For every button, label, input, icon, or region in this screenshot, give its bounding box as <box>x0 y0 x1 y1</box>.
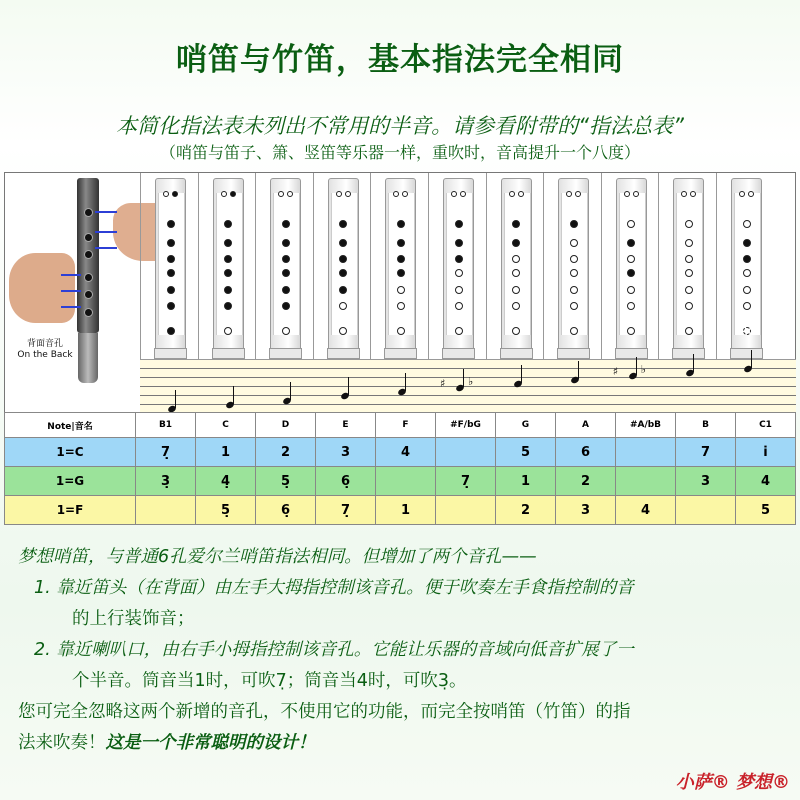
table-cell: 7̣ <box>136 438 196 467</box>
finger-hole <box>570 255 578 263</box>
flute-photo <box>5 173 140 411</box>
table-header-cell: C1 <box>736 413 796 438</box>
finger-hole <box>167 255 175 263</box>
thumb-hole <box>163 191 169 197</box>
back-hole <box>460 191 466 197</box>
thumb-hole <box>566 191 572 197</box>
description-outro-2: 法来吹奏！这是一个非常聪明的设计！ <box>18 733 316 753</box>
table-cell: 2 <box>256 438 316 467</box>
finger-hole <box>743 302 751 310</box>
finger-hole <box>685 220 693 228</box>
finger-hole <box>455 220 463 228</box>
low-hole <box>339 327 347 335</box>
finger-hole <box>685 255 693 263</box>
fingering-column <box>255 173 313 359</box>
finger-hole <box>627 286 635 294</box>
finger-hole <box>339 255 347 263</box>
table-row <box>5 438 796 467</box>
table-cell: 4 <box>376 438 436 467</box>
description <box>18 542 788 759</box>
back-hole <box>690 191 696 197</box>
finger-hole <box>743 269 751 277</box>
thumb-hole <box>393 191 399 197</box>
table-header-cell: D <box>256 413 316 438</box>
finger-hole <box>512 255 520 263</box>
table-cell: i̇ <box>736 438 796 467</box>
finger-hole <box>282 286 290 294</box>
table-cell: 7̣ <box>436 467 496 496</box>
finger-hole <box>685 302 693 310</box>
flute-diagram <box>443 178 474 350</box>
finger-hole <box>570 220 578 228</box>
finger-hole <box>455 269 463 277</box>
description-intro: 梦想哨笛，与普通6孔爱尔兰哨笛指法相同。但增加了两个音孔—— <box>18 547 537 567</box>
finger-hole <box>224 286 232 294</box>
finger-hole <box>570 239 578 247</box>
flute-diagram <box>501 178 532 350</box>
table-cell: 2 <box>556 467 616 496</box>
finger-hole <box>627 269 635 277</box>
low-hole <box>743 327 751 335</box>
description-item-2: 2. 靠近喇叭口，由右手小拇指控制该音孔。它能让乐器的音域向低音扩展了一 <box>34 640 634 660</box>
finger-hole <box>397 255 405 263</box>
finger-hole <box>455 286 463 294</box>
finger-hole <box>570 269 578 277</box>
table-header-cell: F <box>376 413 436 438</box>
table-cell: 6̣ <box>316 467 376 496</box>
table-cell <box>616 467 676 496</box>
whistle-image <box>77 178 99 333</box>
whistle-bell-image <box>78 333 98 383</box>
low-hole <box>627 327 635 335</box>
finger-hole <box>743 239 751 247</box>
finger-hole <box>455 255 463 263</box>
table-cell: 3̣ <box>136 467 196 496</box>
finger-hole <box>397 269 405 277</box>
thumb-hole <box>278 191 284 197</box>
staff-note-stem <box>175 390 176 408</box>
flute-diagram <box>328 178 359 350</box>
table-cell <box>436 496 496 525</box>
table-header-cell: #A/bB <box>616 413 676 438</box>
finger-hole <box>685 269 693 277</box>
description-item-1: 1. 靠近笛头（在背面）由左手大拇指控制该音孔。便于吹奏左手食指控制的音 <box>34 578 634 598</box>
finger-hole <box>339 239 347 247</box>
staff-note-stem <box>290 382 291 400</box>
finger-hole <box>282 269 290 277</box>
key-label: 1=C <box>5 438 136 467</box>
fingering-column <box>658 173 716 359</box>
fingering-column <box>716 173 774 359</box>
flat-sign: ♭ <box>640 363 646 376</box>
finger-hole <box>627 302 635 310</box>
back-hole <box>748 191 754 197</box>
table-row <box>5 496 796 525</box>
staff-note-stem <box>405 373 406 391</box>
table-header-cell: B <box>676 413 736 438</box>
finger-hole <box>455 239 463 247</box>
back-hole <box>172 191 178 197</box>
music-staff <box>140 359 796 413</box>
fingering-column <box>601 173 659 359</box>
table-cell: 4 <box>736 467 796 496</box>
low-hole <box>167 327 175 335</box>
table-cell <box>136 496 196 525</box>
finger-hole <box>224 239 232 247</box>
table-cell: 5̣ <box>196 496 256 525</box>
finger-hole <box>282 302 290 310</box>
table-cell: 5̣ <box>256 467 316 496</box>
flute-diagram <box>385 178 416 350</box>
flute-diagram <box>673 178 704 350</box>
fingering-column <box>428 173 486 359</box>
table-cell: 1 <box>376 496 436 525</box>
key-label: 1=G <box>5 467 136 496</box>
table-cell: 4̣ <box>196 467 256 496</box>
table-cell <box>376 467 436 496</box>
finger-hole <box>627 239 635 247</box>
staff-note-stem <box>463 369 464 387</box>
table-cell: 3 <box>676 467 736 496</box>
staff-note-stem <box>636 357 637 375</box>
finger-hole <box>743 255 751 263</box>
table-header-cell: C <box>196 413 256 438</box>
table-header-cell: B1 <box>136 413 196 438</box>
back-hole <box>633 191 639 197</box>
finger-hole <box>224 302 232 310</box>
finger-hole <box>397 220 405 228</box>
finger-hole <box>570 302 578 310</box>
back-hole <box>518 191 524 197</box>
finger-hole <box>512 302 520 310</box>
finger-hole <box>512 220 520 228</box>
brand-logo: 小萨® 梦想® <box>675 772 790 793</box>
flat-sign: ♭ <box>468 375 474 388</box>
fingering-column <box>313 173 371 359</box>
table-cell <box>616 438 676 467</box>
flute-diagram <box>558 178 589 350</box>
table-cell: 5 <box>736 496 796 525</box>
subtitle-note: 本简化指法表未列出不常用的半音。请参看附带的“指法总表” <box>116 114 684 138</box>
staff-note-stem <box>233 386 234 404</box>
scale-table <box>4 412 796 525</box>
low-hole <box>455 327 463 335</box>
finger-hole <box>397 239 405 247</box>
finger-hole <box>743 286 751 294</box>
table-cell: 3 <box>556 496 616 525</box>
thumb-hole <box>739 191 745 197</box>
finger-hole <box>570 286 578 294</box>
finger-hole <box>224 255 232 263</box>
finger-hole <box>167 220 175 228</box>
table-cell: 6̣ <box>256 496 316 525</box>
finger-hole <box>339 269 347 277</box>
thumb-hole <box>221 191 227 197</box>
finger-hole <box>512 239 520 247</box>
low-hole <box>570 327 578 335</box>
finger-hole <box>282 255 290 263</box>
table-cell <box>436 438 496 467</box>
low-hole <box>282 327 290 335</box>
flute-diagram <box>155 178 186 350</box>
subtitle-octave: （哨笛与笛子、箫、竖笛等乐器一样，重吹时，音高提升一个八度） <box>159 143 640 162</box>
finger-hole <box>339 220 347 228</box>
finger-hole <box>455 302 463 310</box>
table-header-cell: #F/bG <box>436 413 496 438</box>
table-cell: 1 <box>496 467 556 496</box>
back-hole <box>287 191 293 197</box>
table-cell: 7̣ <box>316 496 376 525</box>
table-header-cell: Note|音名 <box>5 413 136 438</box>
thumb-hole <box>681 191 687 197</box>
fingering-column <box>486 173 544 359</box>
table-header-cell: G <box>496 413 556 438</box>
back-hole <box>575 191 581 197</box>
table-header-cell: A <box>556 413 616 438</box>
finger-hole <box>397 302 405 310</box>
table-cell <box>676 496 736 525</box>
finger-hole <box>167 239 175 247</box>
low-hole <box>224 327 232 335</box>
description-item-2-cont: 个半音。筒音当1时，可吹7̣；筒音当4时，可吹3̣。 <box>72 671 467 691</box>
fingering-column <box>198 173 256 359</box>
finger-hole <box>743 220 751 228</box>
low-hole <box>685 327 693 335</box>
finger-hole <box>167 269 175 277</box>
finger-hole <box>282 220 290 228</box>
staff-note-stem <box>578 361 579 379</box>
table-cell: 7 <box>676 438 736 467</box>
table-cell: 2 <box>496 496 556 525</box>
table-cell: 1 <box>196 438 256 467</box>
finger-hole <box>167 286 175 294</box>
thumb-hole <box>624 191 630 197</box>
description-item-1-cont: 的上行装饰音； <box>72 609 195 629</box>
left-hand-image <box>9 253 75 323</box>
fingering-column <box>543 173 601 359</box>
table-row <box>5 467 796 496</box>
table-header-row <box>5 413 796 438</box>
finger-hole <box>512 269 520 277</box>
low-hole <box>512 327 520 335</box>
low-hole <box>397 327 405 335</box>
thumb-hole <box>451 191 457 197</box>
staff-note-stem <box>751 350 752 368</box>
finger-hole <box>224 220 232 228</box>
finger-hole <box>282 239 290 247</box>
flute-diagram <box>213 178 244 350</box>
finger-hole <box>339 302 347 310</box>
thumb-hole <box>336 191 342 197</box>
fingering-column <box>140 173 198 359</box>
key-label: 1=F <box>5 496 136 525</box>
sharp-sign: ♯ <box>440 377 446 390</box>
finger-hole <box>224 269 232 277</box>
flute-diagram <box>270 178 301 350</box>
finger-hole <box>397 286 405 294</box>
finger-hole <box>627 255 635 263</box>
page-title: 哨笛与竹笛，基本指法完全相同 <box>176 42 624 78</box>
table-cell: 6 <box>556 438 616 467</box>
staff-note-stem <box>693 354 694 372</box>
table-cell: 3 <box>316 438 376 467</box>
fingering-column <box>370 173 428 359</box>
flute-diagram <box>731 178 762 350</box>
back-hole-label: 背面音孔 On the Back <box>17 339 73 360</box>
staff-note-stem <box>348 377 349 395</box>
thumb-hole <box>509 191 515 197</box>
table-cell: 5 <box>496 438 556 467</box>
table-header-cell: E <box>316 413 376 438</box>
finger-hole <box>512 286 520 294</box>
back-hole <box>230 191 236 197</box>
finger-hole <box>167 302 175 310</box>
finger-hole <box>627 220 635 228</box>
finger-hole <box>685 239 693 247</box>
back-hole <box>345 191 351 197</box>
finger-hole <box>685 286 693 294</box>
table-cell: 4 <box>616 496 676 525</box>
sharp-sign: ♯ <box>612 365 619 378</box>
staff-note-stem <box>521 365 522 383</box>
finger-hole <box>339 286 347 294</box>
back-hole <box>402 191 408 197</box>
flute-diagram <box>616 178 647 350</box>
description-outro: 您可完全忽略这两个新增的音孔，不使用它的功能，而完全按哨笛（竹笛）的指 <box>18 702 631 722</box>
